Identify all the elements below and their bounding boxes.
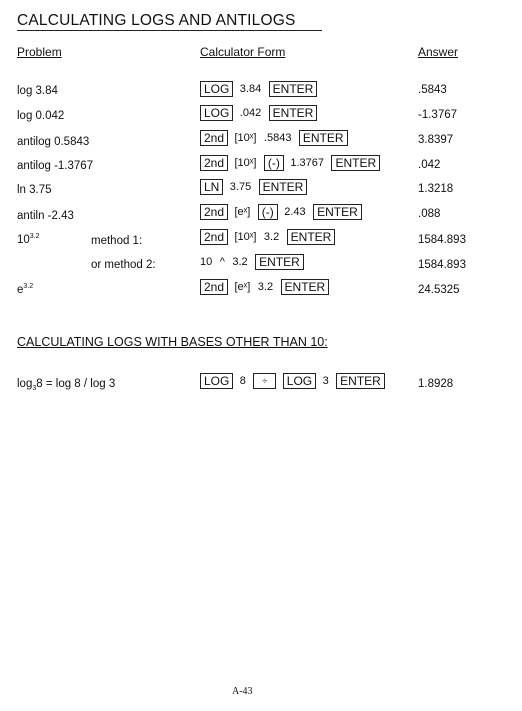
calc-row-base-change: LOG 8 ÷ LOG 3 ENTER <box>200 372 387 390</box>
answer-7: 1584.893 <box>418 234 466 246</box>
problem-e-to-3-2: $e^{3.2}$ <box>17 283 34 296</box>
second-key: 2nd <box>200 204 228 220</box>
problem-ten-to-3-2: $10^{3.2}$ <box>17 233 40 246</box>
calc-row-8: 10 ^ 3.2 ENTER <box>200 253 306 271</box>
negative-key: (-) <box>264 155 284 171</box>
calc-row-1: LOG 3.84 ENTER <box>200 80 319 98</box>
answer-9: 24.5325 <box>418 284 460 296</box>
problem-log-0-042: log 0.042 <box>17 110 65 122</box>
negative-key: (-) <box>258 204 278 220</box>
ln-key: LN <box>200 179 223 195</box>
answer-3: 3.8397 <box>418 134 454 146</box>
enter-key: ENTER <box>336 373 385 389</box>
second-key: 2nd <box>200 155 228 171</box>
page-title: CALCULATING LOGS AND ANTILOGS <box>17 12 296 29</box>
calc-row-4: 2nd [10ˣ] (-) 1.3767 ENTER <box>200 154 382 172</box>
log-key: LOG <box>283 373 316 389</box>
problem-log-3-84: log 3.84 <box>17 85 58 97</box>
answer-6: .088 <box>418 208 441 220</box>
calc-row-6: 2nd [eˣ] (-) 2.43 ENTER <box>200 203 364 221</box>
log-key: LOG <box>200 373 233 389</box>
log-key: LOG <box>200 81 233 97</box>
second-key: 2nd <box>200 130 228 146</box>
enter-key: ENTER <box>331 155 380 171</box>
section-heading-other-bases: CALCULATING LOGS WITH BASES OTHER THAN 10: <box>17 335 328 349</box>
enter-key: ENTER <box>269 105 318 121</box>
calc-row-9: 2nd [eˣ] 3.2 ENTER <box>200 278 331 296</box>
second-key: 2nd <box>200 229 228 245</box>
problem-ln-3-75: ln 3.75 <box>17 184 52 196</box>
method-1-label: method 1: <box>91 235 143 247</box>
enter-key: ENTER <box>259 179 308 195</box>
problem-antilog-0-5843: antilog 0.5843 <box>17 136 90 148</box>
calc-row-3: 2nd [10ˣ] .5843 ENTER <box>200 129 350 147</box>
enter-key: ENTER <box>313 204 362 220</box>
page-number: A-43 <box>232 686 253 697</box>
title-underline <box>17 30 322 31</box>
enter-key: ENTER <box>287 229 336 245</box>
problem-log-base-3-of-8: $\log_38 = \log 8 / \log 3$ <box>17 378 116 392</box>
header-answer: Answer <box>418 45 459 59</box>
header-problem: Problem <box>17 45 62 59</box>
answer-4: .042 <box>418 159 441 171</box>
enter-key: ENTER <box>255 254 304 270</box>
divide-key: ÷ <box>253 373 276 389</box>
header-calculator-form: Calculator Form <box>200 45 286 59</box>
calc-row-5: LN 3.75 ENTER <box>200 178 309 196</box>
calc-row-7: 2nd [10ˣ] 3.2 ENTER <box>200 228 337 246</box>
enter-key: ENTER <box>269 81 318 97</box>
method-2-label: or method 2: <box>91 259 156 271</box>
answer-5: 1.3218 <box>418 183 454 195</box>
log-key: LOG <box>200 105 233 121</box>
problem-antiln-neg-2-43: antiln -2.43 <box>17 210 74 222</box>
second-key: 2nd <box>200 279 228 295</box>
answer-2: -1.3767 <box>418 109 458 121</box>
enter-key: ENTER <box>281 279 330 295</box>
answer-8: 1584.893 <box>418 259 466 271</box>
problem-antilog-neg-1-3767: antilog -1.3767 <box>17 160 94 172</box>
calc-row-2: LOG .042 ENTER <box>200 104 319 122</box>
answer-base-change: 1.8928 <box>418 378 454 390</box>
enter-key: ENTER <box>299 130 348 146</box>
answer-1: .5843 <box>418 84 447 96</box>
